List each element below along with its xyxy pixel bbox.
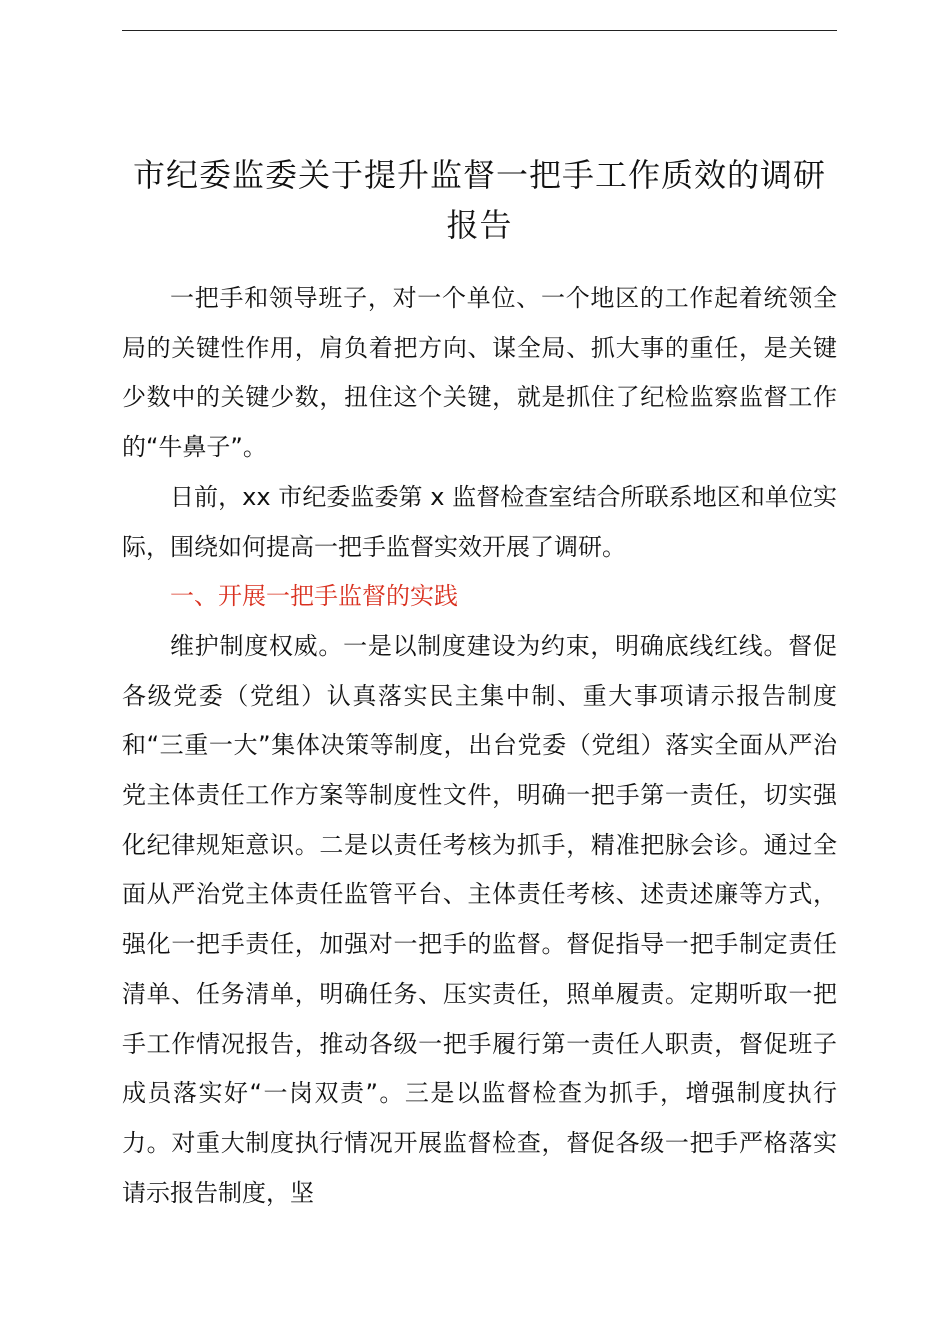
header-rule	[122, 30, 837, 31]
intro-paragraph: 一把手和领导班子，对一个单位、一个地区的工作起着统领全局的关键性作用，肩负着把方向、谋全局、抓大事的重任，是关键少数中的关键少数，扭住这个关键，就是抓住了纪检监察监督工作的“牛鼻子”。	[122, 284, 837, 462]
section-heading: 一、开展一把手监督的实践	[170, 582, 458, 611]
document-title: 市纪委监委关于提升监督一把手工作质效的调研报告	[132, 156, 826, 244]
context-paragraph: 日前，xx 市纪委监委第 x 监督检查室结合所联系地区和单位实际，围绕如何提高一把手监督实效开展了调研。	[122, 482, 837, 561]
document-body	[122, 274, 837, 1218]
body-paragraph: 维护制度权威。一是以制度建设为约束，明确底线红线。督促各级党委（党组）认真落实民主集中制、重大事项请示报告制度和“三重一大”集体决策等制度，出台党委（党组）落实全面从严治党主体责任工作方案等制度性文件，明确一把手第一责任，切实强化纪律规矩意识。二是以责任考核为抓手，精准把脉会诊。通过全面从严治党主体责任监管平台、主体责任考核、述责述廉等方式，强化一把手责任，加强对一把手的监督。督促指导一把手制定责任清单、任务清单，明确任务、压实责任，照单履责。定期听取一把手工作情况报告，推动各级一把手履行第一责任人职责，督促班子成员落实好“一岗双责”。三是以监督检查为抓手，增强制度执行力。对重大制度执行情况开展监督检查，督促各级一把手严格落实请示报告制度，坚	[122, 631, 837, 1207]
